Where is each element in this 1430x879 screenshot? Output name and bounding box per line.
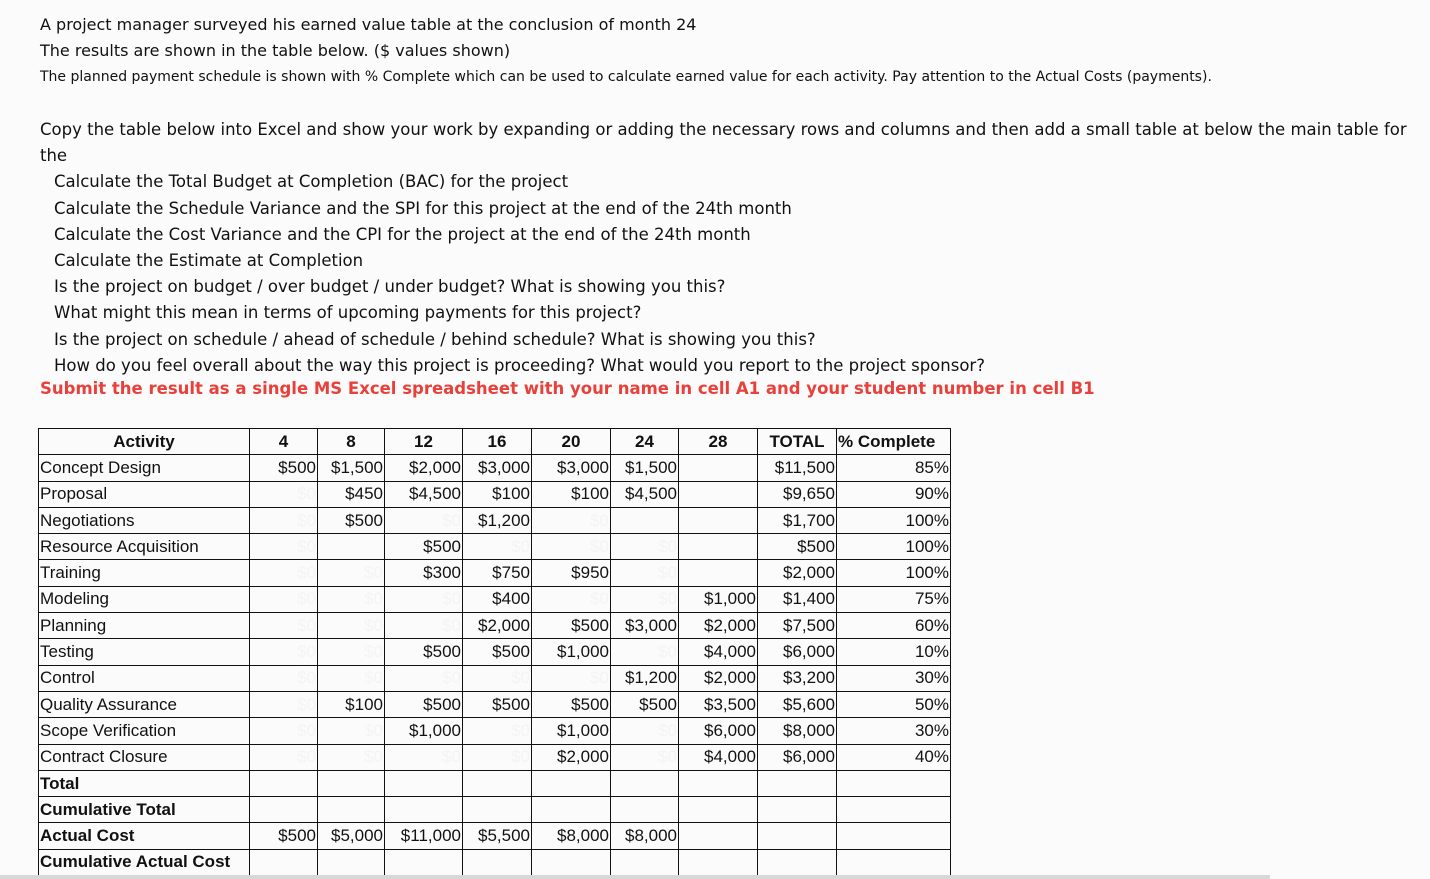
value-cell[interactable]: $0 <box>463 744 532 770</box>
table-row <box>39 849 951 875</box>
value-cell[interactable]: $3,000 <box>611 613 679 639</box>
activity-cell[interactable]: Scope Verification <box>39 718 250 744</box>
header-row <box>39 429 951 455</box>
table-row <box>39 613 951 639</box>
value-cell[interactable] <box>318 797 385 823</box>
value-cell[interactable]: 90% <box>837 481 951 507</box>
table-row <box>39 797 951 823</box>
value-cell[interactable]: $100 <box>318 691 385 717</box>
value-cell[interactable] <box>679 770 758 796</box>
value-cell[interactable] <box>837 849 951 875</box>
value-cell[interactable]: $0 <box>250 481 318 507</box>
value-cell[interactable]: $0 <box>385 613 463 639</box>
value-cell[interactable] <box>679 849 758 875</box>
task-lead: Copy the table below into Excel and show your work by expanding or adding the necessary rows and columns and then add a small table at below the main table for the <box>40 120 1407 166</box>
value-cell[interactable]: $0 <box>250 534 318 560</box>
value-cell[interactable]: $1,700 <box>758 507 837 533</box>
task-question: How do you feel overall about the way this project is proceeding? What would you report to the project sponsor? <box>54 355 985 375</box>
activity-cell[interactable]: Concept Design <box>39 455 250 481</box>
value-cell[interactable]: $3,000 <box>532 455 611 481</box>
value-cell[interactable]: $0 <box>250 639 318 665</box>
table-row <box>39 507 951 533</box>
value-cell[interactable] <box>532 849 611 875</box>
value-cell[interactable]: $0 <box>250 665 318 691</box>
value-cell[interactable]: $100 <box>532 481 611 507</box>
value-cell[interactable]: $8,000 <box>758 718 837 744</box>
value-cell[interactable] <box>532 797 611 823</box>
column-header: 20 <box>532 429 611 455</box>
value-cell[interactable]: $500 <box>758 534 837 560</box>
value-cell[interactable]: $1,400 <box>758 586 837 612</box>
value-cell[interactable]: $500 <box>532 613 611 639</box>
value-cell[interactable]: $7,500 <box>758 613 837 639</box>
value-cell[interactable] <box>385 770 463 796</box>
submit-instruction: Submit the result as a single MS Excel spreadsheet with your name in cell A1 and your student number in cell B1 <box>40 379 1095 398</box>
value-cell[interactable]: $8,000 <box>532 823 611 849</box>
value-cell[interactable]: $0 <box>532 507 611 533</box>
value-cell[interactable]: $2,000 <box>758 560 837 586</box>
table-row <box>39 718 951 744</box>
value-cell[interactable]: $2,000 <box>532 744 611 770</box>
value-cell[interactable]: $500 <box>532 691 611 717</box>
value-cell[interactable] <box>463 797 532 823</box>
column-header: 16 <box>463 429 532 455</box>
value-cell[interactable]: $1,000 <box>385 718 463 744</box>
column-header: TOTAL <box>758 429 837 455</box>
task-question: Calculate the Estimate at Completion <box>54 251 364 271</box>
value-cell[interactable] <box>758 797 837 823</box>
value-cell[interactable]: $1,200 <box>611 665 679 691</box>
activity-cell[interactable]: Control <box>39 665 250 691</box>
value-cell[interactable]: $0 <box>532 534 611 560</box>
value-cell[interactable]: $1,500 <box>611 455 679 481</box>
value-cell[interactable]: $0 <box>532 665 611 691</box>
value-cell[interactable] <box>679 507 758 533</box>
value-cell[interactable]: $0 <box>318 586 385 612</box>
value-cell[interactable]: $1,200 <box>463 507 532 533</box>
activity-cell[interactable]: Quality Assurance <box>39 691 250 717</box>
value-cell[interactable]: $2,000 <box>463 613 532 639</box>
value-cell[interactable] <box>679 797 758 823</box>
value-cell[interactable]: $0 <box>611 560 679 586</box>
task-question: What might this mean in terms of upcoming payments for this project? <box>54 303 642 323</box>
value-cell[interactable]: $100 <box>463 481 532 507</box>
table-row <box>39 744 951 770</box>
value-cell[interactable]: $9,650 <box>758 481 837 507</box>
activity-cell[interactable]: Resource Acquisition <box>39 534 250 560</box>
value-cell[interactable] <box>679 560 758 586</box>
value-cell[interactable]: $400 <box>463 586 532 612</box>
value-cell[interactable]: $1,500 <box>318 455 385 481</box>
value-cell[interactable]: $500 <box>385 534 463 560</box>
value-cell[interactable]: 40% <box>837 744 951 770</box>
column-header: 24 <box>611 429 679 455</box>
value-cell[interactable]: $0 <box>463 718 532 744</box>
table-row <box>39 770 951 796</box>
value-cell[interactable] <box>318 770 385 796</box>
value-cell[interactable]: $0 <box>611 534 679 560</box>
column-header: 28 <box>679 429 758 455</box>
value-cell[interactable] <box>463 849 532 875</box>
activity-cell[interactable]: Cumulative Total <box>39 797 250 823</box>
value-cell[interactable]: $4,500 <box>385 481 463 507</box>
value-cell[interactable]: $1,000 <box>532 639 611 665</box>
value-cell[interactable]: $0 <box>250 613 318 639</box>
value-cell[interactable]: 100% <box>837 560 951 586</box>
value-cell[interactable] <box>679 481 758 507</box>
value-cell[interactable]: $1,000 <box>532 718 611 744</box>
column-header: 12 <box>385 429 463 455</box>
value-cell[interactable]: $0 <box>250 507 318 533</box>
value-cell[interactable]: $0 <box>385 744 463 770</box>
scrollbar-track[interactable] <box>0 875 1270 879</box>
value-cell[interactable]: 30% <box>837 718 951 744</box>
value-cell[interactable]: $0 <box>250 718 318 744</box>
task-question: Calculate the Total Budget at Completion (BAC) for the project <box>54 172 569 192</box>
value-cell[interactable]: 100% <box>837 507 951 533</box>
value-cell[interactable]: $0 <box>318 718 385 744</box>
activity-cell[interactable]: Actual Cost <box>39 823 250 849</box>
value-cell[interactable]: $5,500 <box>463 823 532 849</box>
value-cell[interactable]: $11,500 <box>758 455 837 481</box>
value-cell[interactable] <box>611 507 679 533</box>
table-row <box>39 639 951 665</box>
activity-cell[interactable]: Training <box>39 560 250 586</box>
value-cell[interactable] <box>837 823 951 849</box>
value-cell[interactable]: $3,500 <box>679 691 758 717</box>
value-cell[interactable]: $4,000 <box>679 639 758 665</box>
value-cell[interactable]: $0 <box>318 639 385 665</box>
value-cell[interactable]: $0 <box>463 665 532 691</box>
activity-cell[interactable]: Testing <box>39 639 250 665</box>
value-cell[interactable] <box>679 534 758 560</box>
value-cell[interactable]: $0 <box>250 560 318 586</box>
table-row <box>39 823 951 849</box>
earned-value-table <box>38 428 951 876</box>
value-cell[interactable]: $500 <box>463 639 532 665</box>
value-cell[interactable] <box>250 797 318 823</box>
value-cell[interactable]: $0 <box>611 639 679 665</box>
value-cell[interactable] <box>611 849 679 875</box>
value-cell[interactable]: 50% <box>837 691 951 717</box>
value-cell[interactable]: $300 <box>385 560 463 586</box>
task-question: Is the project on schedule / ahead of schedule / behind schedule? What is showing you this? <box>54 329 816 349</box>
value-cell[interactable]: $0 <box>318 744 385 770</box>
value-cell[interactable]: $500 <box>318 507 385 533</box>
activity-cell[interactable]: Planning <box>39 613 250 639</box>
task-question: Is the project on budget / over budget / under budget? What is showing you this? <box>54 277 726 297</box>
value-cell[interactable]: 10% <box>837 639 951 665</box>
activity-cell[interactable]: Cumulative Actual Cost <box>39 849 250 875</box>
table-row <box>39 586 951 612</box>
column-header: 8 <box>318 429 385 455</box>
intro-line-1: A project manager surveyed his earned value table at the conclusion of month 24 <box>40 15 697 34</box>
value-cell[interactable] <box>611 770 679 796</box>
column-header: Activity <box>39 429 250 455</box>
value-cell[interactable] <box>758 770 837 796</box>
intro <box>40 12 1212 90</box>
value-cell[interactable]: $6,000 <box>679 718 758 744</box>
intro-line-3: The planned payment schedule is shown with % Complete which can be used to calculate earned value for each activity. Pay attention to the Actual Costs (payments). <box>40 69 1212 85</box>
value-cell[interactable]: $750 <box>463 560 532 586</box>
value-cell[interactable]: $500 <box>250 455 318 481</box>
table-row <box>39 691 951 717</box>
task-list <box>40 117 1430 379</box>
value-cell[interactable] <box>385 797 463 823</box>
value-cell[interactable]: 85% <box>837 455 951 481</box>
value-cell[interactable]: $6,000 <box>758 639 837 665</box>
table-row <box>39 665 951 691</box>
value-cell[interactable]: $0 <box>385 665 463 691</box>
value-cell[interactable]: $0 <box>611 586 679 612</box>
value-cell[interactable] <box>679 823 758 849</box>
value-cell[interactable]: $0 <box>318 560 385 586</box>
table-row <box>39 560 951 586</box>
value-cell[interactable] <box>532 770 611 796</box>
activity-cell[interactable]: Total <box>39 770 250 796</box>
value-cell[interactable]: $0 <box>611 718 679 744</box>
table-row <box>39 455 951 481</box>
value-cell[interactable]: $3,200 <box>758 665 837 691</box>
activity-cell[interactable]: Contract Closure <box>39 744 250 770</box>
value-cell[interactable]: $500 <box>463 691 532 717</box>
value-cell[interactable] <box>318 849 385 875</box>
value-cell[interactable] <box>611 797 679 823</box>
value-cell[interactable]: $950 <box>532 560 611 586</box>
value-cell[interactable]: $1,000 <box>679 586 758 612</box>
value-cell[interactable] <box>250 849 318 875</box>
value-cell[interactable]: $0 <box>385 507 463 533</box>
value-cell[interactable]: $500 <box>250 823 318 849</box>
value-cell[interactable] <box>250 770 318 796</box>
table-row <box>39 534 951 560</box>
value-cell[interactable] <box>679 455 758 481</box>
value-cell[interactable] <box>385 849 463 875</box>
value-cell[interactable]: $450 <box>318 481 385 507</box>
table-row <box>39 481 951 507</box>
value-cell[interactable]: 75% <box>837 586 951 612</box>
value-cell[interactable]: $11,000 <box>385 823 463 849</box>
value-cell[interactable]: 30% <box>837 665 951 691</box>
value-cell[interactable]: $500 <box>611 691 679 717</box>
value-cell[interactable]: $3,000 <box>463 455 532 481</box>
value-cell[interactable]: 60% <box>837 613 951 639</box>
column-header: % Complete <box>837 429 951 455</box>
value-cell[interactable]: $0 <box>318 665 385 691</box>
value-cell[interactable]: $2,000 <box>679 613 758 639</box>
intro-line-2: The results are shown in the table below. ($ values shown) <box>40 41 511 60</box>
value-cell[interactable] <box>837 797 951 823</box>
value-cell[interactable]: $6,000 <box>758 744 837 770</box>
activity-cell[interactable]: Modeling <box>39 586 250 612</box>
value-cell[interactable]: $0 <box>532 586 611 612</box>
value-cell[interactable]: $0 <box>463 534 532 560</box>
activity-cell[interactable]: Proposal <box>39 481 250 507</box>
value-cell[interactable]: 100% <box>837 534 951 560</box>
value-cell[interactable]: $0 <box>250 744 318 770</box>
value-cell[interactable] <box>463 770 532 796</box>
value-cell[interactable]: $500 <box>385 691 463 717</box>
value-cell[interactable]: $4,000 <box>679 744 758 770</box>
value-cell[interactable]: $0 <box>611 744 679 770</box>
value-cell[interactable] <box>837 770 951 796</box>
value-cell[interactable]: $0 <box>250 691 318 717</box>
value-cell[interactable]: $5,600 <box>758 691 837 717</box>
value-cell[interactable] <box>318 534 385 560</box>
value-cell[interactable]: $0 <box>250 586 318 612</box>
value-cell[interactable]: $0 <box>385 586 463 612</box>
value-cell[interactable]: $2,000 <box>679 665 758 691</box>
value-cell[interactable]: $4,500 <box>611 481 679 507</box>
value-cell[interactable] <box>758 849 837 875</box>
value-cell[interactable]: $500 <box>385 639 463 665</box>
value-cell[interactable]: $0 <box>318 613 385 639</box>
task-question: Calculate the Schedule Variance and the SPI for this project at the end of the 24th month <box>54 198 792 218</box>
activity-cell[interactable]: Negotiations <box>39 507 250 533</box>
value-cell[interactable] <box>758 823 837 849</box>
value-cell[interactable]: $2,000 <box>385 455 463 481</box>
task-question: Calculate the Cost Variance and the CPI for the project at the end of the 24th month <box>54 224 751 244</box>
column-header: 4 <box>250 429 318 455</box>
value-cell[interactable]: $5,000 <box>318 823 385 849</box>
value-cell[interactable]: $8,000 <box>611 823 679 849</box>
